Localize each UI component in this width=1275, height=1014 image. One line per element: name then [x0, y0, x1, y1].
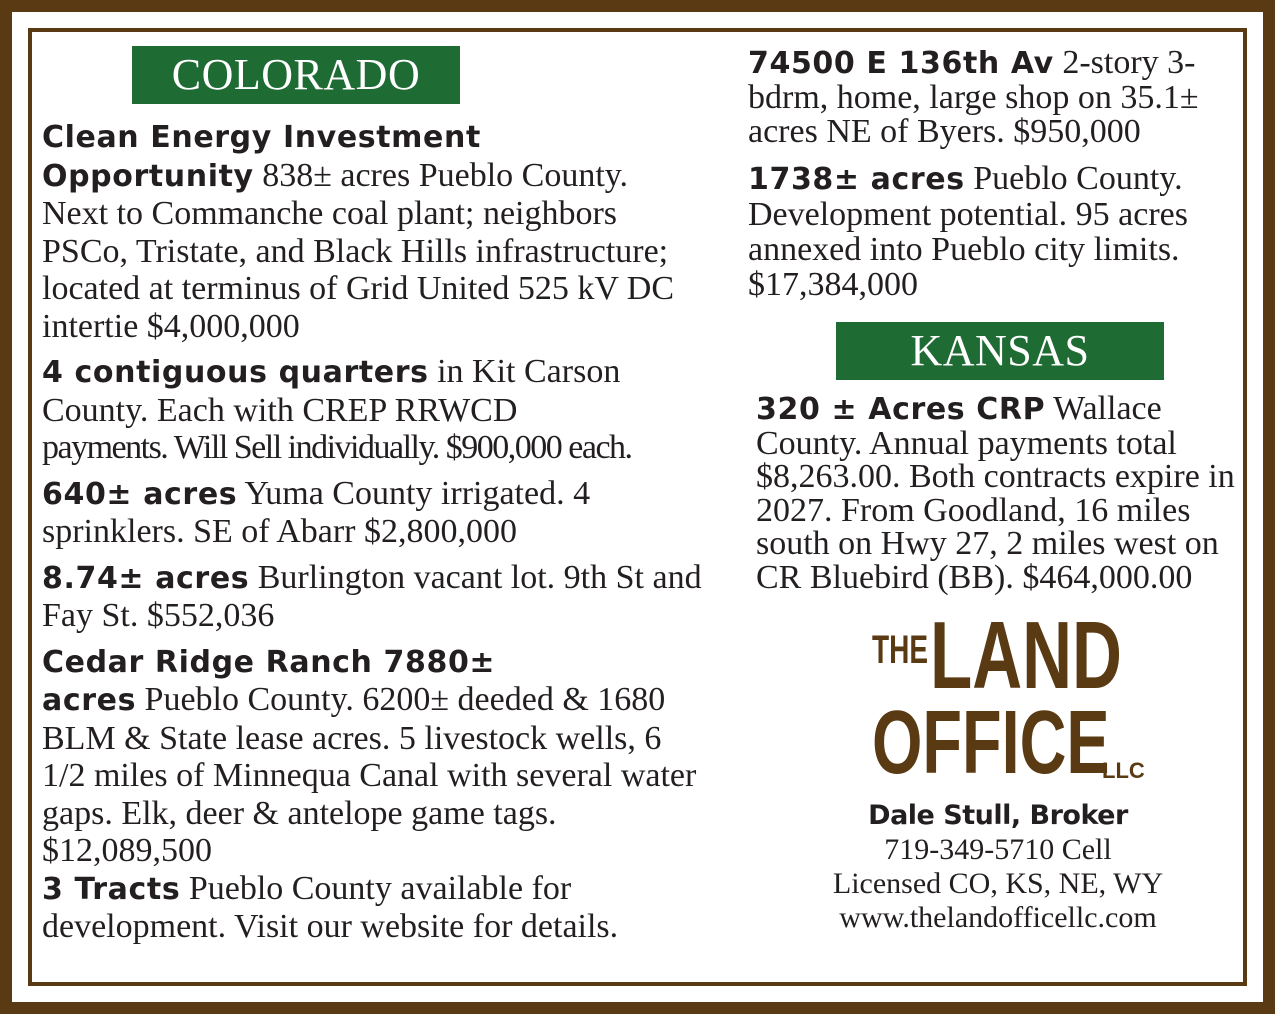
listing-text: Pueblo County. Development potential. 95 acres annexed into Pueblo city limits. $17,384,000: [748, 160, 1188, 303]
website-link[interactable]: www.thelandofficellc.com: [839, 901, 1157, 934]
logo-the-text: THE: [872, 628, 928, 672]
listing-burlington-lot: [42, 559, 702, 635]
listing-headline: Clean Energy Investment: [42, 120, 481, 155]
listing-text: 838± acres Pueblo County. Next to Commanche coal plant; neighbors PSCo, Tristate, and Black Hills infrastructure; located at terminus of Grid United 525 kV DC intertie $4,000,000: [42, 156, 675, 345]
listing-text: in Kit Carson County. Each with CREP RRWCD: [42, 353, 621, 429]
listing-headline: 8.74± acres: [42, 560, 250, 596]
listing-headline: 4 contiguous quarters: [42, 355, 429, 390]
listing-headline: 1738± acres: [748, 162, 965, 197]
listing-headline: 74500 E 136th Av: [748, 46, 1054, 81]
listing-headline: acres: [42, 683, 137, 718]
listing-contiguous-quarters: [42, 353, 702, 467]
land-office-logo: [748, 602, 1248, 802]
right-column: [748, 40, 1248, 935]
listing-3-tracts: [42, 870, 702, 946]
listing-clean-energy: [42, 118, 702, 345]
listing-text: Pueblo County available for development. Visit our website for details.: [42, 869, 619, 945]
logo-llc-text: LLC: [1102, 758, 1145, 783]
kansas-banner: KANSAS: [836, 322, 1164, 380]
licensed-states: Licensed CO, KS, NE, WY: [832, 867, 1164, 900]
logo-office-text: OFFICE: [872, 693, 1110, 793]
listing-text: Wallace County. Annual payments total $8,263.00. Both contracts expire in 2027. From Goodland, 16 miles south on Hwy 27, 2 miles west on CR Bluebird (BB). $464,000.00: [756, 390, 1235, 596]
listing-text: payments. Will Sell individually. $900,000 each.: [42, 429, 632, 466]
colorado-column: [42, 40, 702, 946]
logo-land-text: LAND: [930, 602, 1122, 709]
listing-text: Pueblo County. 6200± deeded & 1680 BLM & State lease acres. 5 livestock wells, 6 1/2 miles of Minnequa Canal with several water gaps. Elk, deer & antelope game tags. $12,089,500: [42, 681, 697, 869]
listing-text: Yuma County irrigated. 4 sprinklers. SE of Abarr $2,800,000: [42, 474, 591, 550]
listing-headline: Opportunity: [42, 158, 254, 194]
listing-headline: 320 ± Acres CRP: [756, 392, 1046, 427]
listing-1738-acres: [748, 161, 1248, 302]
listing-headline: 640± acres: [42, 476, 238, 512]
phone-number: 719-349-5710 Cell: [884, 833, 1112, 866]
listing-320-acres-crp: [756, 392, 1246, 594]
listing-headline: Cedar Ridge Ranch 7880±: [42, 644, 496, 680]
listing-headline: 3 Tracts: [42, 871, 181, 907]
listing-640-acres: [42, 475, 702, 551]
contact-block: [748, 798, 1248, 935]
listing-cedar-ridge-ranch: [42, 643, 702, 870]
listing-text: 2-story 3-bdrm, home, large shop on 35.1± acres NE of Byers. $950,000: [748, 44, 1199, 150]
listing-136th-av: [748, 46, 1248, 149]
broker-name: Dale Stull, Broker: [868, 800, 1128, 831]
colorado-banner: COLORADO: [132, 46, 460, 104]
listing-text: Burlington vacant lot. 9th St and Fay St. $552,036: [42, 558, 702, 634]
